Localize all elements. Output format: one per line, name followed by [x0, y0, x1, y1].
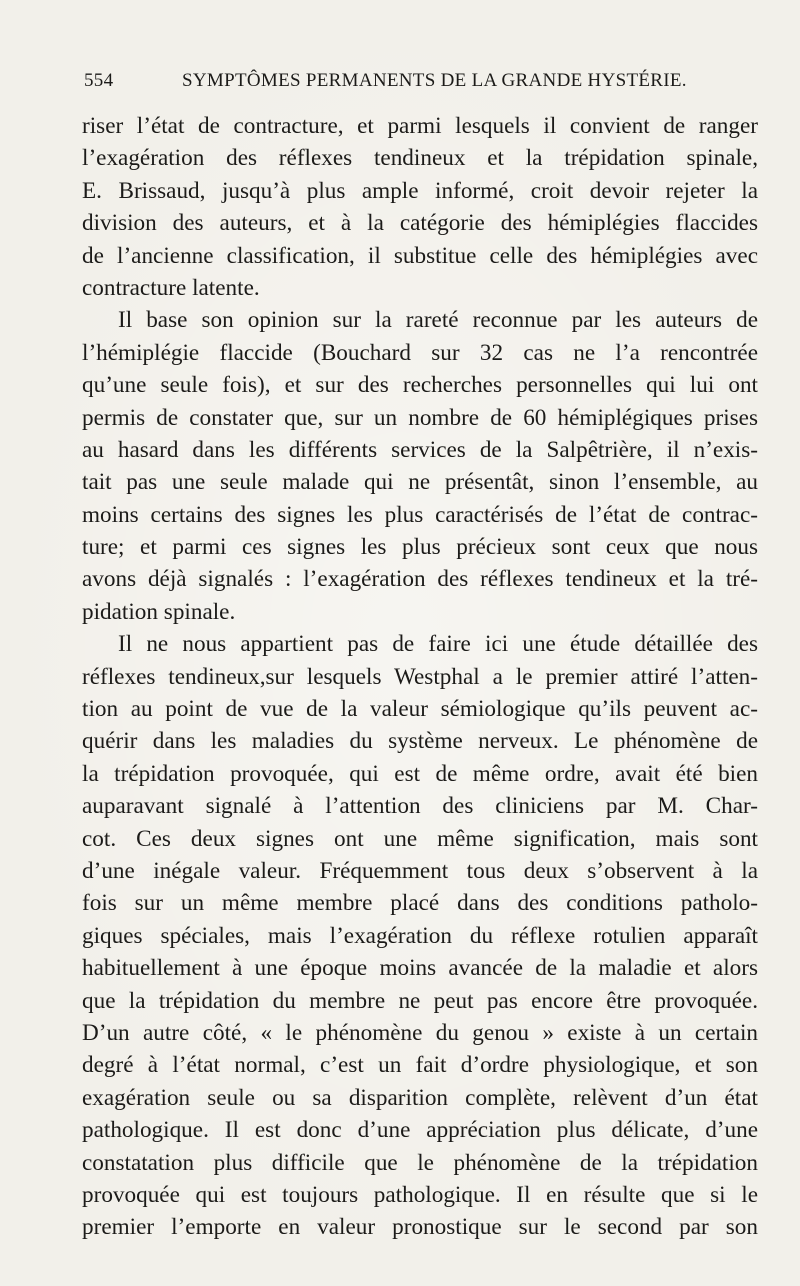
- text-line: riser l’état de contracture, et parmi lesquels il convient de ranger: [82, 113, 758, 139]
- running-head: SYMPTÔMES PERMANENTS DE LA GRANDE HYSTÉRIE.: [182, 70, 687, 91]
- text-line: contracture latente.: [82, 274, 260, 301]
- text-line: permis de constater que, sur un nombre de 60 hémiplégiques prises: [82, 404, 758, 431]
- text-line: ture; et parmi ces signes les plus précieux sont ceux que nous: [82, 534, 758, 561]
- page-header: [84, 70, 687, 100]
- text-line: constatation plus difficile que le phénomène de la trépidation: [82, 1149, 758, 1176]
- text-line: cot. Ces deux signes ont une même signification, mais sont: [82, 825, 758, 852]
- text-line: quérir dans les maladies du système nerveux. Le phénomène de: [82, 728, 758, 755]
- text-line: fois sur un même membre placé dans des conditions patholo-: [82, 890, 758, 917]
- text-line: pathologique. Il est donc d’une appréciation plus délicate, d’une: [82, 1117, 758, 1144]
- text-line: auparavant signalé à l’attention des cliniciens par M. Char-: [82, 793, 758, 820]
- text-line: giques spéciales, mais l’exagération du réflexe rotulien apparaît: [82, 922, 758, 949]
- text-line: la trépidation provoquée, qui est de même ordre, avait été bien: [82, 760, 758, 787]
- text-line: E. Brissaud, jusqu’à plus ample informé, croit devoir rejeter la: [82, 177, 758, 204]
- body-text: [82, 110, 758, 1244]
- text-line: avons déjà signalés : l’exagération des réflexes tendineux et la tré-: [82, 566, 758, 593]
- text-line: que la trépidation du membre ne peut pas encore être provoquée.: [82, 987, 758, 1014]
- text-line: de l’ancienne classification, il substitue celle des hémiplégies avec: [82, 242, 758, 269]
- text-line: réflexes tendineux,sur lesquels Westphal a le premier attiré l’atten-: [82, 663, 758, 690]
- text-line: premier l’emporte en valeur pronostique sur le second par son: [82, 1214, 758, 1241]
- text-line: qu’une seule fois), et sur des recherches personnelles qui lui ont: [82, 372, 758, 399]
- text-line: moins certains des signes les plus caractérisés de l’état de contrac-: [82, 501, 758, 528]
- text-line: au hasard dans les différents services de la Salpêtrière, il n’exis-: [82, 436, 758, 463]
- text-line: division des auteurs, et à la catégorie des hémiplégies flaccides: [82, 210, 758, 237]
- text-line: pidation spinale.: [82, 598, 236, 625]
- text-line: provoquée qui est toujours pathologique. Il en résulte que si le: [82, 1181, 758, 1208]
- text-line: Il base son opinion sur la rareté reconnue par les auteurs de: [118, 307, 758, 334]
- text-line: l’hémiplégie flaccide (Bouchard sur 32 cas ne l’a rencontrée: [82, 339, 758, 366]
- text-line: d’une inégale valeur. Fréquemment tous deux s’observent à la: [82, 857, 758, 884]
- text-line: D’un autre côté, « le phénomène du genou » existe à un certain: [82, 1019, 758, 1046]
- text-line: tion au point de vue de la valeur sémiologique qu’ils peuvent ac-: [82, 696, 758, 723]
- text-line: Il ne nous appartient pas de faire ici une étude détaillée des: [118, 631, 758, 658]
- text-line: degré à l’état normal, c’est un fait d’ordre physiologique, et son: [82, 1052, 758, 1079]
- text-line: habituellement à une époque moins avancée de la maladie et alors: [82, 955, 758, 982]
- page-number: 554: [84, 70, 114, 91]
- text-line: tait pas une seule malade qui ne présentât, sinon l’ensemble, au: [82, 469, 758, 496]
- text-line: exagération seule ou sa disparition complète, relèvent d’un état: [82, 1084, 758, 1111]
- text-line: l’exagération des réflexes tendineux et la trépidation spinale,: [82, 145, 758, 172]
